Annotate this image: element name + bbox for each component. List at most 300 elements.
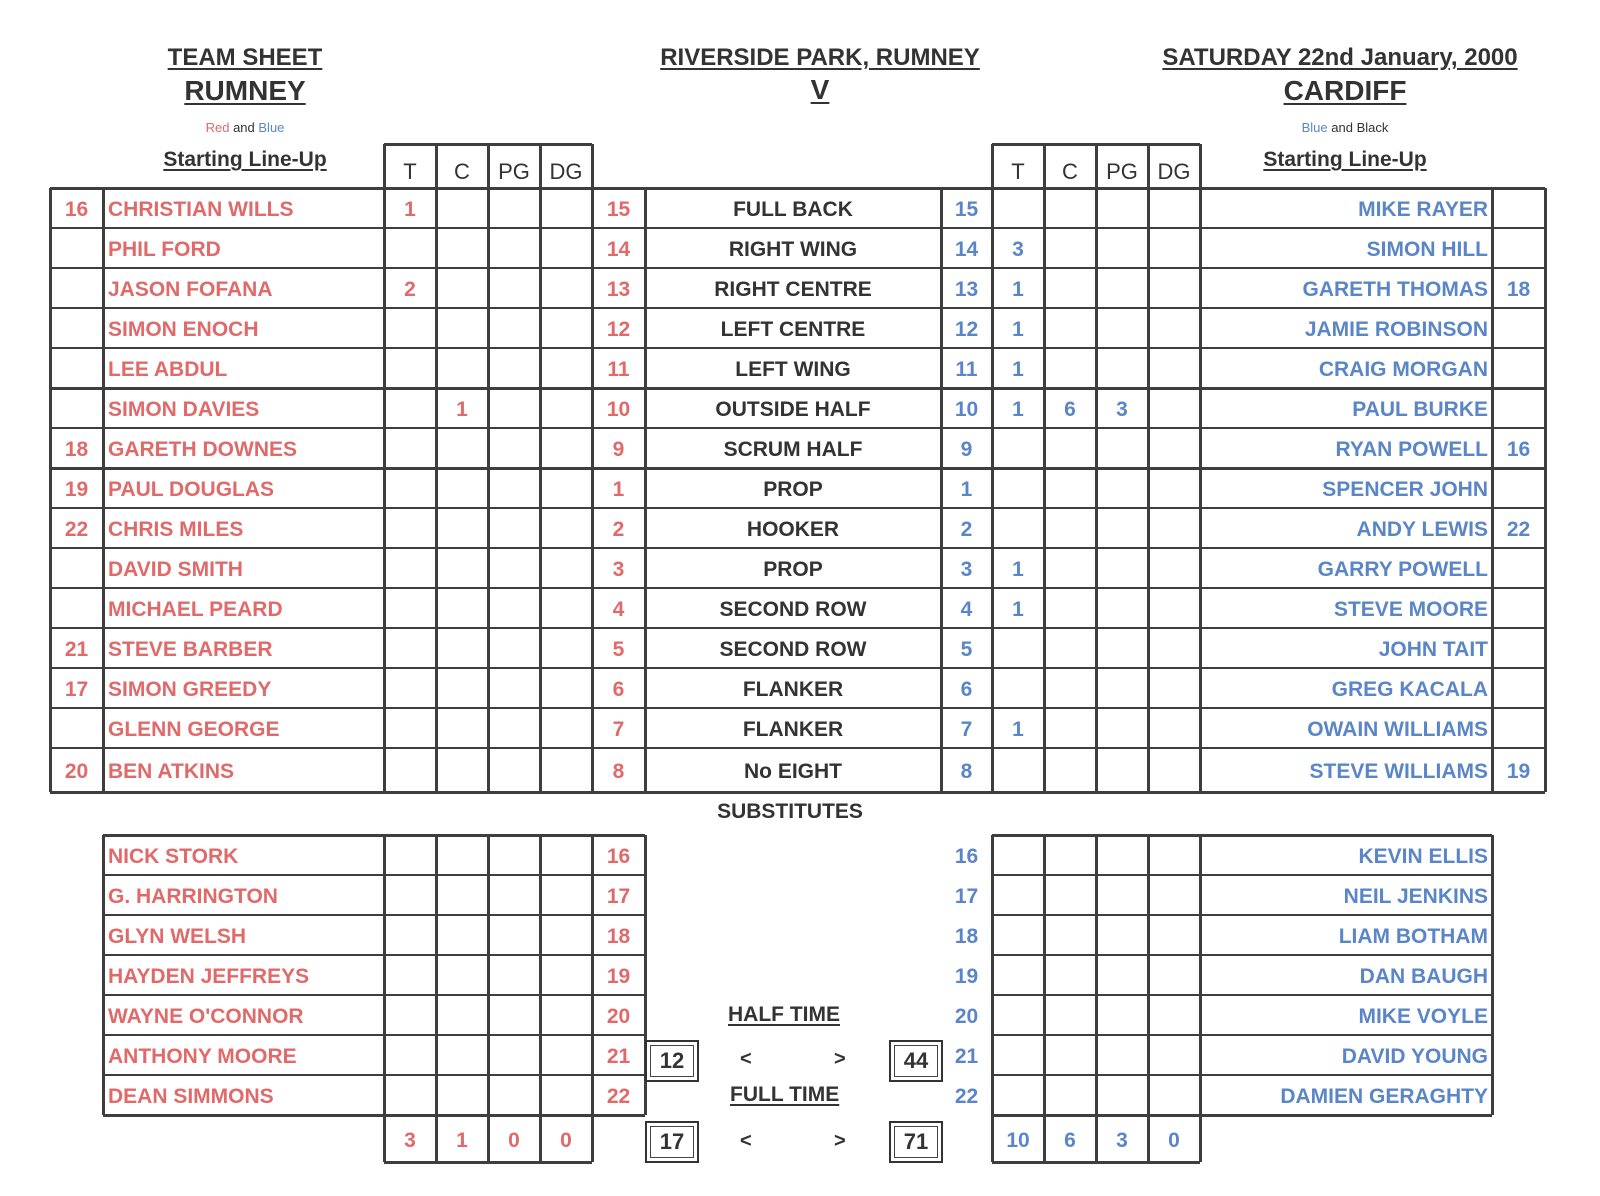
away-stat-c [1044,548,1096,588]
away-stat-t [992,628,1044,668]
home-total-dg: 0 [560,1128,572,1152]
home-replacement-number: 20 [64,760,89,783]
away-stat-pg [1096,548,1148,588]
away-replacement-number [1492,548,1545,588]
home-stat-t [384,748,436,792]
home-stat-t [384,228,436,268]
away-stat-c [1044,508,1096,548]
away-stat-header-c: C [1062,159,1078,184]
home-stat-pg [488,468,540,508]
away-shirt-number: 14 [954,238,979,261]
home-shirt-number: 13 [606,278,631,301]
home-player-name: STEVE BARBER [108,638,273,661]
away-lineup-label: Starting Line-Up [1263,148,1427,171]
away-stat-c [1044,308,1096,348]
home-stat-dg [540,708,592,748]
home-replacement-number: 17 [64,678,89,701]
away-player-name: JAMIE ROBINSON [1304,318,1488,341]
half-time-gt-sign: > [834,1048,846,1070]
away-stat-dg [1148,308,1200,348]
home-replacement-number [50,268,103,308]
home-player-name: GLENN GEORGE [108,718,280,741]
away-stat-dg [1148,268,1200,308]
home-substitute-name: NICK STORK [108,845,239,868]
away-stat-dg [1148,468,1200,508]
away-substitute-number: 18 [954,925,979,948]
away-stat-t: 3 [1012,238,1024,261]
home-player-name: SIMON ENOCH [108,318,259,341]
home-colours [140,120,350,135]
full-time-gt-sign: > [834,1130,846,1152]
position-label: No EIGHT [744,760,842,783]
away-player-name: STEVE MOORE [1333,598,1488,621]
home-stat-c [436,428,488,468]
home-stat-t [384,548,436,588]
home-stat-t [384,428,436,468]
away-stat-pg [1096,508,1148,548]
home-player-name: CHRISTIAN WILLS [108,198,294,221]
away-replacement-number [1492,708,1545,748]
home-substitute-number: 21 [606,1045,631,1068]
away-replacement-number [1492,628,1545,668]
half-time-home-score [645,1040,699,1082]
home-stat-dg [540,428,592,468]
home-shirt-number: 15 [606,198,631,221]
away-substitute-name: DAMIEN GERAGHTY [1280,1085,1488,1108]
away-stat-c: 6 [1064,398,1076,421]
full-time-label: FULL TIME [730,1083,840,1106]
away-stat-pg: 3 [1116,398,1128,421]
home-shirt-number: 11 [607,358,630,381]
away-shirt-number: 3 [960,558,973,581]
grid-line [539,835,542,1115]
away-stat-dg [1148,348,1200,388]
home-replacement-number [50,548,103,588]
away-stat-header-dg: DG [1157,159,1191,184]
home-substitute-number: 18 [606,925,631,948]
away-substitute-name: NEIL JENKINS [1343,885,1488,908]
home-colour-1: Red [205,120,230,135]
away-stat-dg [1148,668,1200,708]
away-total-t: 10 [1006,1128,1030,1152]
home-substitute-number: 22 [606,1085,631,1108]
away-stat-pg [1096,348,1148,388]
home-substitute-name: HAYDEN JEFFREYS [108,965,310,988]
home-shirt-number: 1 [612,478,625,501]
away-stat-pg [1096,708,1148,748]
position-label: PROP [763,478,823,501]
away-stat-pg [1096,428,1148,468]
full-time-home-score [645,1121,699,1163]
home-shirt-number: 3 [612,558,625,581]
home-replacement-number: 21 [64,638,89,661]
half-time-label: HALF TIME [728,1003,840,1026]
away-stat-pg [1096,228,1148,268]
away-total-dg: 0 [1168,1128,1180,1152]
away-stat-t: 1 [1012,318,1024,341]
home-player-name: JASON FOFANA [108,278,273,301]
home-replacement-number: 22 [64,518,89,541]
away-player-name: PAUL BURKE [1352,398,1488,421]
versus [600,74,1040,106]
away-stat-t: 1 [1012,398,1024,421]
away-stat-dg [1148,188,1200,228]
away-replacement-number [1492,468,1545,508]
home-stat-t [384,468,436,508]
grid-line [1147,835,1150,1115]
home-stat-header-t: T [403,159,417,184]
home-player-name: GARETH DOWNES [108,438,297,461]
away-shirt-number: 8 [960,760,973,783]
home-colour-2: Blue [258,120,285,135]
away-shirt-number: 6 [960,678,973,701]
home-stat-pg [488,588,540,628]
away-stat-c [1044,228,1096,268]
home-stat-c [436,228,488,268]
away-replacement-number [1492,588,1545,628]
home-player-name: CHRIS MILES [108,518,244,541]
away-stat-pg [1096,188,1148,228]
away-colour-1: Blue [1301,120,1328,135]
position-label: HOOKER [746,518,840,541]
home-replacement-number: 18 [64,438,89,461]
position-label: FULL BACK [733,198,853,221]
away-stat-dg [1148,508,1200,548]
home-stat-t [384,588,436,628]
home-player-name: BEN ATKINS [108,760,234,783]
away-shirt-number: 15 [954,198,979,221]
away-replacement-number [1492,188,1545,228]
away-stat-t: 1 [1012,558,1024,581]
away-substitute-number: 22 [954,1085,979,1108]
away-stat-t: 1 [1012,598,1024,621]
away-substitute-name: DAN BAUGH [1359,965,1488,988]
home-shirt-number: 12 [606,318,631,341]
away-player-name: RYAN POWELL [1335,438,1488,461]
home-replacement-number [50,308,103,348]
away-substitute-number: 21 [954,1045,979,1068]
half-time-lt-sign: < [740,1048,752,1070]
home-stat-t [384,668,436,708]
home-player-name: LEE ABDUL [108,358,228,381]
away-stat-c [1044,628,1096,668]
home-stat-t [384,508,436,548]
home-stat-pg [488,668,540,708]
home-stat-pg [488,708,540,748]
home-stat-dg [540,308,592,348]
home-stat-dg [540,468,592,508]
home-stat-pg [488,548,540,588]
position-label: RIGHT WING [728,238,858,261]
home-colour-and: and [233,120,255,135]
full-time-away-value: 71 [903,1129,929,1154]
away-stat-pg [1096,748,1148,792]
home-shirt-number: 14 [606,238,631,261]
away-substitute-name: MIKE VOYLE [1358,1005,1488,1028]
position-label: SECOND ROW [719,638,867,661]
away-stat-c [1044,588,1096,628]
home-stat-dg [540,588,592,628]
away-stat-header-t: T [1011,159,1025,184]
away-replacement-number [1492,668,1545,708]
away-stat-dg [1148,748,1200,792]
team-sheet-title: TEAM SHEET [167,44,323,71]
full-time-lt-sign: < [740,1130,752,1152]
away-replacement-number: 18 [1506,278,1531,301]
home-substitute-number: 16 [606,845,631,868]
home-replacement-number [50,348,103,388]
home-player-name: DAVID SMITH [108,558,243,581]
away-stat-pg [1096,308,1148,348]
position-label: SECOND ROW [719,598,867,621]
home-replacement-number [50,588,103,628]
away-stat-t: 1 [1012,358,1024,381]
home-stat-t [384,308,436,348]
half-time-away-score [889,1040,943,1082]
away-stat-t [992,468,1044,508]
half-time-away-value: 44 [903,1048,929,1073]
home-team-name: RUMNEY [184,75,306,106]
home-stat-pg [488,628,540,668]
away-substitute-name: LIAM BOTHAM [1338,925,1488,948]
home-stat-pg [488,748,540,792]
home-substitute-number: 20 [606,1005,631,1028]
home-shirt-number: 8 [612,760,625,783]
away-player-name: ANDY LEWIS [1356,518,1488,541]
away-stat-c [1044,708,1096,748]
home-stat-c [436,508,488,548]
position-label: OUTSIDE HALF [715,398,871,421]
home-substitute-number: 17 [606,885,631,908]
away-shirt-number: 2 [960,518,973,541]
away-replacement-number [1492,308,1545,348]
away-stat-pg [1096,468,1148,508]
position-label: FLANKER [742,718,844,741]
home-replacement-number [50,708,103,748]
home-stat-header-pg: PG [498,159,530,184]
home-substitute-name: G. HARRINGTON [108,885,278,908]
away-stat-dg [1148,388,1200,428]
away-colour-and: and [1331,120,1353,135]
away-stat-dg [1148,228,1200,268]
away-stat-c [1044,348,1096,388]
home-player-name: MICHAEL PEARD [108,598,283,621]
home-stat-pg [488,428,540,468]
home-shirt-number: 7 [612,718,625,741]
position-label: RIGHT CENTRE [714,278,872,301]
position-label: PROP [763,558,823,581]
home-stat-t [384,708,436,748]
away-player-name: CRAIG MORGAN [1318,358,1488,381]
full-time-home-value: 17 [659,1129,685,1154]
away-replacement-number [1492,228,1545,268]
home-stat-dg [540,628,592,668]
away-player-name: GARRY POWELL [1317,558,1488,581]
away-stat-c [1044,748,1096,792]
away-replacement-number: 16 [1506,438,1531,461]
home-stat-dg [540,668,592,708]
away-stat-t: 1 [1012,278,1024,301]
away-shirt-number: 13 [954,278,979,301]
position-label: LEFT CENTRE [720,318,866,341]
home-substitute-name: WAYNE O'CONNOR [108,1005,304,1028]
away-stat-pg [1096,668,1148,708]
away-substitute-name: KEVIN ELLIS [1358,845,1488,868]
away-team-name: CARDIFF [1283,75,1407,106]
away-stat-pg [1096,588,1148,628]
home-stat-dg [540,388,592,428]
match-date: SATURDAY 22nd January, 2000 [1162,44,1518,71]
home-stat-header-c: C [454,159,470,184]
home-stat-dg [540,228,592,268]
away-stat-dg [1148,708,1200,748]
home-stat-header-dg: DG [549,159,583,184]
home-shirt-number: 6 [612,678,625,701]
away-stat-dg [1148,428,1200,468]
home-substitute-number: 19 [606,965,631,988]
away-substitute-number: 17 [954,885,979,908]
grid-line [1095,835,1098,1115]
home-substitute-name: DEAN SIMMONS [108,1085,274,1108]
home-stat-pg [488,348,540,388]
home-player-name: PAUL DOUGLAS [108,478,275,501]
home-stat-dg [540,548,592,588]
position-label: LEFT WING [735,358,851,381]
home-stat-t: 1 [404,198,416,221]
away-stat-c [1044,668,1096,708]
home-stat-c [436,308,488,348]
away-stat-dg [1148,548,1200,588]
away-shirt-number: 1 [960,478,973,501]
away-replacement-number [1492,388,1545,428]
away-total-c: 6 [1064,1128,1076,1152]
away-shirt-number: 12 [954,318,979,341]
home-substitute-name: ANTHONY MOORE [108,1045,297,1068]
home-shirt-number: 10 [606,398,631,421]
home-stat-c [436,748,488,792]
home-replacement-number [50,228,103,268]
home-stat-c [436,188,488,228]
position-label: SCRUM HALF [723,438,863,461]
home-stat-c [436,668,488,708]
away-stat-t [992,748,1044,792]
home-stat-pg [488,388,540,428]
home-stat-t [384,388,436,428]
home-player-name: SIMON DAVIES [108,398,260,421]
away-replacement-number: 22 [1506,518,1531,541]
away-shirt-number: 7 [960,718,973,741]
away-stat-t [992,508,1044,548]
away-replacement-number [1492,348,1545,388]
home-total-pg: 0 [508,1128,520,1152]
home-replacement-number: 16 [64,198,89,221]
home-stat-t [384,628,436,668]
home-stat-c [436,588,488,628]
away-player-name: STEVE WILLIAMS [1309,760,1488,783]
away-substitute-number: 19 [954,965,979,988]
away-shirt-number: 4 [960,598,973,621]
away-player-name: SPENCER JOHN [1322,478,1488,501]
home-shirt-number: 9 [612,438,625,461]
substitutes-label: SUBSTITUTES [717,800,863,823]
away-shirt-number: 10 [954,398,979,421]
home-stat-pg [488,268,540,308]
home-player-name: PHIL FORD [108,238,221,261]
away-shirt-number: 9 [960,438,973,461]
home-shirt-number: 2 [612,518,625,541]
full-time-away-score [889,1121,943,1163]
home-total-t: 3 [404,1128,416,1152]
home-stat-pg [488,508,540,548]
away-stat-c [1044,468,1096,508]
home-shirt-number: 5 [612,638,625,661]
home-player-name: SIMON GREEDY [108,678,272,701]
away-stat-c [1044,428,1096,468]
away-stat-t: 1 [1012,718,1024,741]
away-player-name: JOHN TAIT [1378,638,1488,661]
away-shirt-number: 11 [955,358,978,381]
grid-line [435,835,438,1115]
home-total-c: 1 [456,1128,468,1152]
away-total-pg: 3 [1116,1128,1128,1152]
home-stat-dg [540,348,592,388]
away-player-name: MIKE RAYER [1358,198,1488,221]
home-stat-dg [540,268,592,308]
away-player-name: OWAIN WILLIAMS [1307,718,1488,741]
away-colours [1230,120,1460,135]
grid-line [487,835,490,1115]
home-stat-t: 2 [404,278,416,301]
home-stat-c [436,628,488,668]
away-player-name: GARETH THOMAS [1302,278,1488,301]
home-stat-c: 1 [456,398,468,421]
home-stat-dg [540,188,592,228]
away-stat-dg [1148,628,1200,668]
home-stat-pg [488,228,540,268]
half-time-home-value: 12 [659,1048,685,1073]
home-substitute-name: GLYN WELSH [108,925,247,948]
home-lineup-label: Starting Line-Up [163,148,327,171]
away-stat-dg [1148,588,1200,628]
home-stat-dg [540,508,592,548]
home-stat-t [384,348,436,388]
home-stat-pg [488,308,540,348]
away-stat-pg [1096,628,1148,668]
venue: RIVERSIDE PARK, RUMNEY [660,44,980,71]
away-stat-c [1044,268,1096,308]
versus-text: V [810,74,830,105]
away-stat-t [992,188,1044,228]
away-colour-2: Black [1356,120,1389,135]
away-substitute-name: DAVID YOUNG [1341,1045,1488,1068]
home-shirt-number: 4 [612,598,625,621]
home-stat-c [436,268,488,308]
away-stat-t [992,668,1044,708]
away-stat-pg [1096,268,1148,308]
grid-line [1043,835,1046,1115]
away-stat-t [992,428,1044,468]
away-player-name: SIMON HILL [1366,238,1488,261]
away-shirt-number: 5 [960,638,973,661]
away-substitute-number: 16 [954,845,979,868]
home-replacement-number [50,388,103,428]
home-stat-c [436,708,488,748]
home-stat-dg [540,748,592,792]
position-label: FLANKER [742,678,844,701]
away-substitute-number: 20 [954,1005,979,1028]
home-stat-pg [488,188,540,228]
home-stat-c [436,468,488,508]
